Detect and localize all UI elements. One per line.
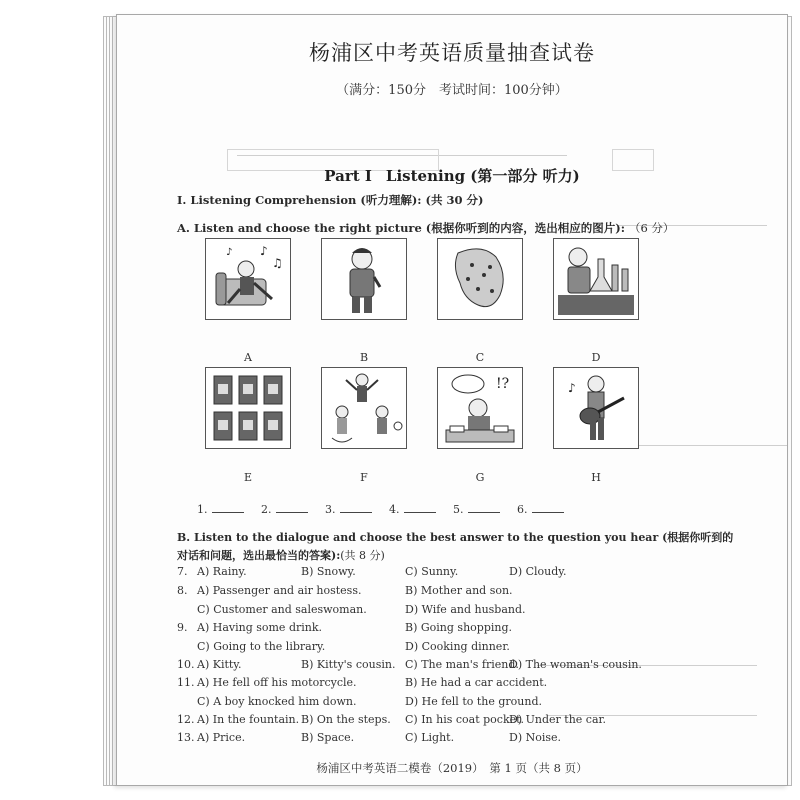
question-number: 11. [177, 676, 195, 689]
option-d: D) Cooking dinner. [405, 640, 510, 653]
question-number: 10. [177, 658, 195, 671]
answer-blanks [197, 502, 578, 516]
option-c: C) In his coat pocket. [405, 713, 525, 726]
svg-text:♪: ♪ [260, 244, 268, 258]
option-a: A) He fell off his motorcycle. [197, 676, 357, 689]
answer-blank-3[interactable] [340, 502, 372, 513]
option-d: D) Under the car. [509, 713, 607, 726]
question-number: 7. [177, 565, 188, 578]
man-listening-music-icon [205, 238, 291, 320]
section-a-title: A. Listen and choose the right picture (根据你听到的内容，选出相应的图片): [177, 221, 625, 235]
option-d: D) Noise. [509, 731, 562, 744]
svg-text:♪: ♪ [226, 247, 233, 258]
island-map-icon [437, 238, 523, 320]
option-b: B) On the steps. [301, 713, 391, 726]
exam-title: 杨浦区中考英语质量抽查试卷 [309, 41, 595, 65]
svg-text:♫: ♫ [272, 256, 283, 270]
answer-blank-5[interactable] [468, 502, 500, 513]
science-lab-icon [553, 238, 639, 320]
option-c: C) Going to the library. [197, 640, 326, 653]
picture-letter: B [359, 351, 369, 364]
option-c: C) The man's friend. [405, 658, 519, 671]
question-number: 8. [177, 584, 188, 597]
answer-blank-2[interactable] [276, 502, 308, 513]
section-a-heading [177, 220, 674, 236]
option-a: A) Price. [197, 731, 246, 744]
section-b-title: B. Listen to the dialogue and choose the best answer to the question you hear (根据你听到的对话和问题，选出最恰当的答案): [177, 531, 734, 562]
section-1-heading: I. Listening Comprehension (听力理解): (共 30 分) [177, 193, 484, 207]
blank-number: 3. [325, 503, 336, 516]
option-a: A) Having some drink. [197, 621, 323, 634]
option-c: C) Light. [405, 731, 455, 744]
picture-letter: A [244, 351, 252, 364]
section-b-points: (共 8 分) [340, 549, 385, 562]
option-b: B) Snowy. [301, 565, 356, 578]
option-b: B) Kitty's cousin. [301, 658, 396, 671]
exam-page [116, 14, 788, 786]
picture-letter: H [591, 471, 601, 484]
blank-number: 2. [261, 503, 272, 516]
question-number: 9. [177, 621, 188, 634]
answer-blank-4[interactable] [404, 502, 436, 513]
option-a: A) Rainy. [197, 565, 247, 578]
answer-blank-6[interactable] [532, 502, 564, 513]
section-b-heading [177, 529, 737, 565]
option-a: A) In the fountain. [197, 713, 300, 726]
blank-number: 6. [517, 503, 528, 516]
picture-letter: C [475, 351, 485, 364]
part-name: Listening (第一部分 听力) [385, 167, 580, 185]
recycling-bins-icon [205, 367, 291, 449]
option-b: B) Space. [301, 731, 355, 744]
option-d: D) The woman's cousin. [509, 658, 642, 671]
page-footer: 杨浦区中考英语二模卷（2019） 第 1 页（共 8 页） [316, 761, 588, 775]
option-b: B) He had a car accident. [405, 676, 548, 689]
blank-number: 1. [197, 503, 208, 516]
option-d: D) Wife and husband. [405, 603, 526, 616]
blank-number: 4. [389, 503, 400, 516]
option-c: C) A boy knocked him down. [197, 695, 357, 708]
exam-subtitle: （满分：150分 考试时间：100分钟） [336, 83, 568, 98]
option-b: B) Mother and son. [405, 584, 513, 597]
section-a-points: （6 分） [628, 221, 675, 235]
picture-letter: F [360, 471, 368, 484]
option-a: A) Kitty. [197, 658, 242, 671]
part-heading [117, 165, 787, 186]
option-a: A) Passenger and air hostess. [197, 584, 362, 597]
answer-blank-1[interactable] [212, 502, 244, 513]
picture-letter: D [591, 351, 601, 364]
option-b: B) Going shopping. [405, 621, 512, 634]
picture-letter: G [475, 471, 485, 484]
children-playing-icon [321, 367, 407, 449]
blank-number: 5. [453, 503, 464, 516]
picture-letter: E [243, 471, 253, 484]
question-number: 13. [177, 731, 195, 744]
option-d: D) He fell to the ground. [405, 695, 543, 708]
stressed-student-icon [437, 367, 523, 449]
question-number: 12. [177, 713, 195, 726]
guitar-player-icon [553, 367, 639, 449]
option-d: D) Cloudy. [509, 565, 567, 578]
svg-text:♪: ♪ [568, 381, 576, 395]
sick-boy-icon [321, 238, 407, 320]
svg-text:!?: !? [496, 376, 510, 392]
option-c: C) Sunny. [405, 565, 459, 578]
part-label: Part I [324, 167, 372, 185]
option-c: C) Customer and saleswoman. [197, 603, 367, 616]
